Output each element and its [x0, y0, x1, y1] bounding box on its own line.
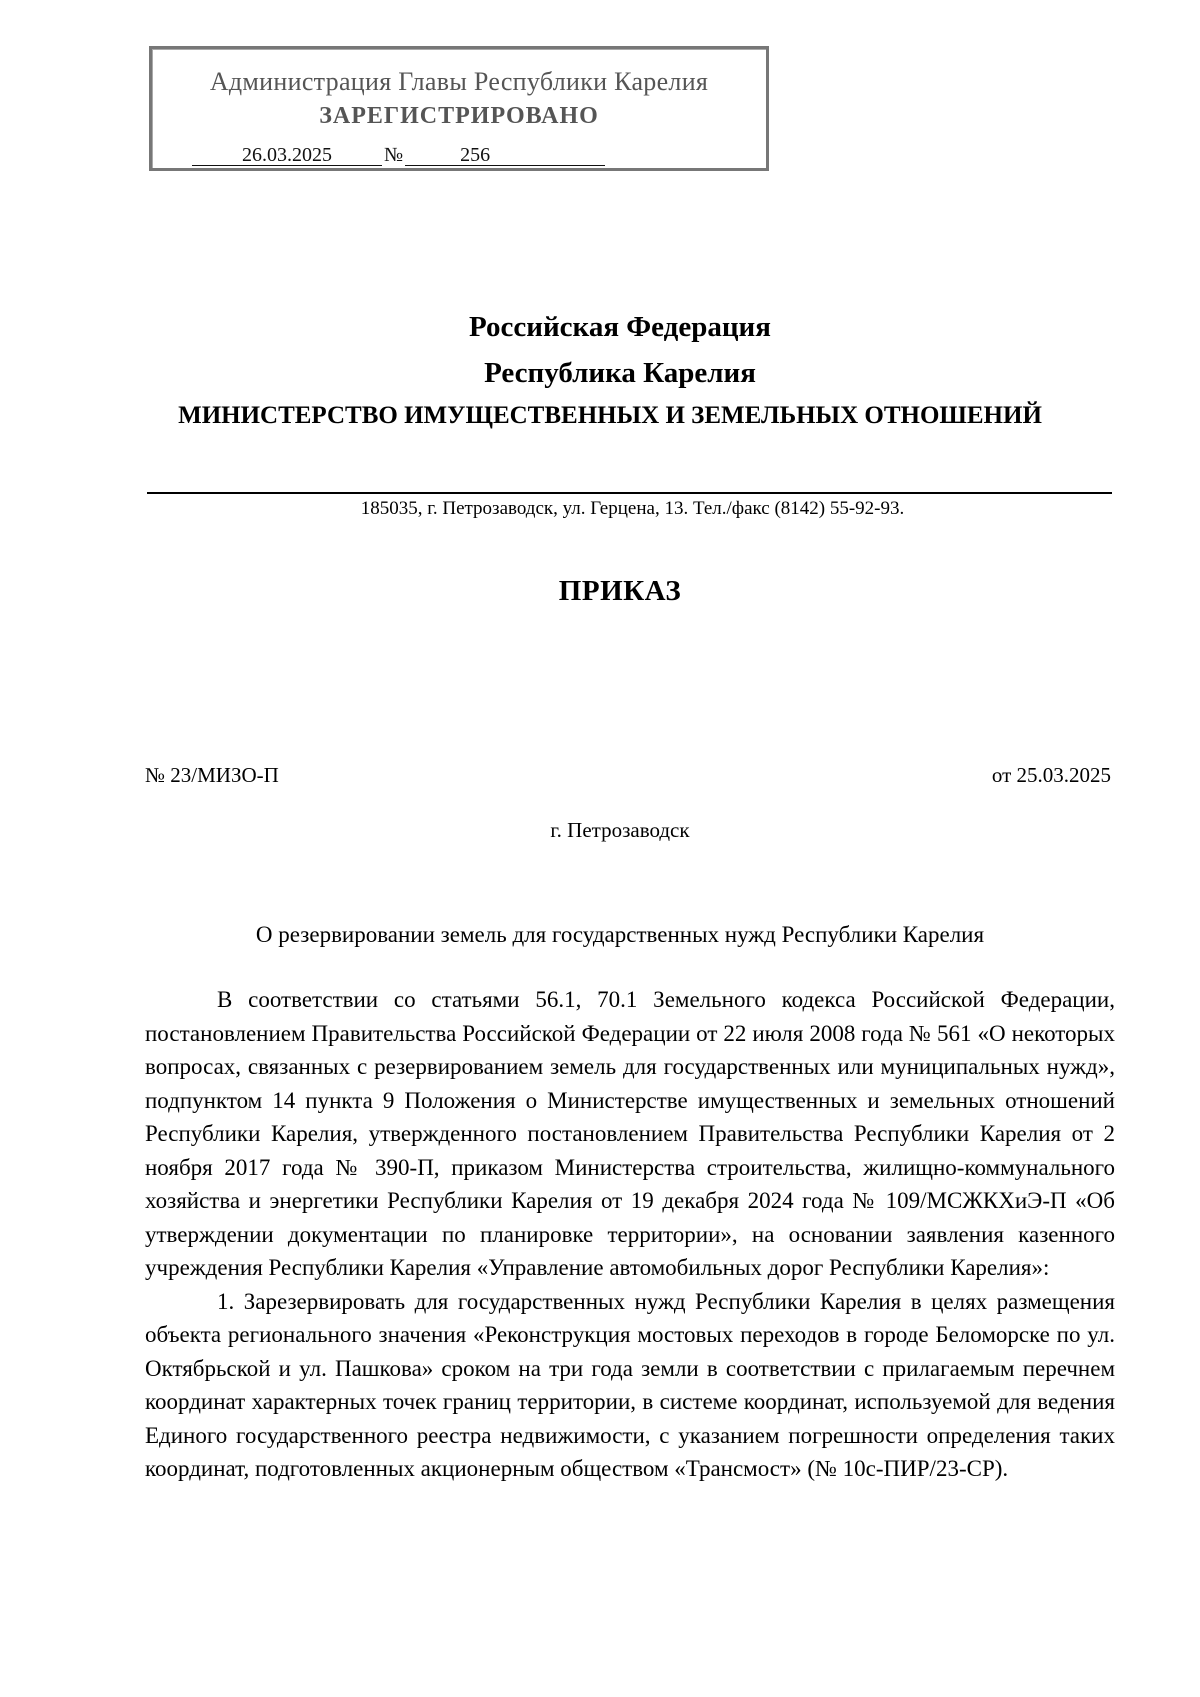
stamp-organization: Администрация Главы Республики Карелия — [209, 67, 709, 96]
registration-stamp — [149, 46, 769, 171]
body-paragraph-item-1: 1. Зарезервировать для государственных нужд Республики Карелия в целях размещения объекта регионального значения «Реконструкция мостовых переходов в городе Беломорске по ул. Октябрьской и ул. Пашкова» сроком на три года земли в соответствии с прилагаемым перечнем координат характерных точек границ территории, в системе координат, используемой для ведения Единого государственного реестра недвижимости, с указанием погрешности определения таких координат, подготовленных акционерным обществом «Трансмост» (№ 10с-ПИР/23-СР). — [145, 1288, 1115, 1481]
order-city: г. Петрозаводск — [550, 818, 690, 842]
header-region: Республика Карелия — [484, 357, 756, 389]
order-date: от 25.03.2025 — [991, 763, 1111, 787]
document-type: ПРИКАЗ — [558, 575, 682, 607]
stamp-number-label: № — [384, 144, 404, 166]
header-divider — [147, 492, 1112, 494]
header-ministry: МИНИСТЕРСТВО ИМУЩЕСТВЕННЫХ И ЗЕМЕЛЬНЫХ ОТНОШЕНИЙ — [178, 402, 1042, 429]
order-number: № 23/МИЗО-П — [145, 763, 279, 787]
body-paragraph-preamble: В соответствии со статьями 56.1, 70.1 Земельного кодекса Российской Федерации, постановлением Правительства Российской Федерации от 22 июля 2008 года № 561 «О некоторых вопросах, связанных с резервированием земель для государственных или муниципальных нужд», подпунктом 14 пункта 9 Положения о Министерстве имущественных и земельных отношений Республики Карелия, утвержденного постановлением Правительства Республики Карелия от 2 ноября 2017 года № 390-П, приказом Министерства строительства, жилищно-коммунального хозяйства и энергетики Республики Карелия от 19 декабря 2024 года № 109/МСЖКХиЭ-П «Об утверждении документации по планировке территории», на основании заявления казенного учреждения Республики Карелия «Управление автомобильных дорог Республики Карелия»: — [145, 987, 1115, 1280]
order-body — [145, 983, 1115, 1486]
order-subject: О резервировании земель для государственных нужд Республики Карелия — [255, 922, 985, 947]
header-country: Российская Федерация — [469, 311, 771, 343]
stamp-number: 256 — [405, 145, 605, 166]
stamp-registration-row — [192, 144, 605, 167]
header-address: 185035, г. Петрозаводск, ул. Герцена, 13. Тел./факс (8142) 55-92-93. — [360, 498, 905, 519]
stamp-status: ЗАРЕГИСТРИРОВАНО — [319, 103, 599, 129]
stamp-date: 26.03.2025 — [192, 145, 382, 166]
